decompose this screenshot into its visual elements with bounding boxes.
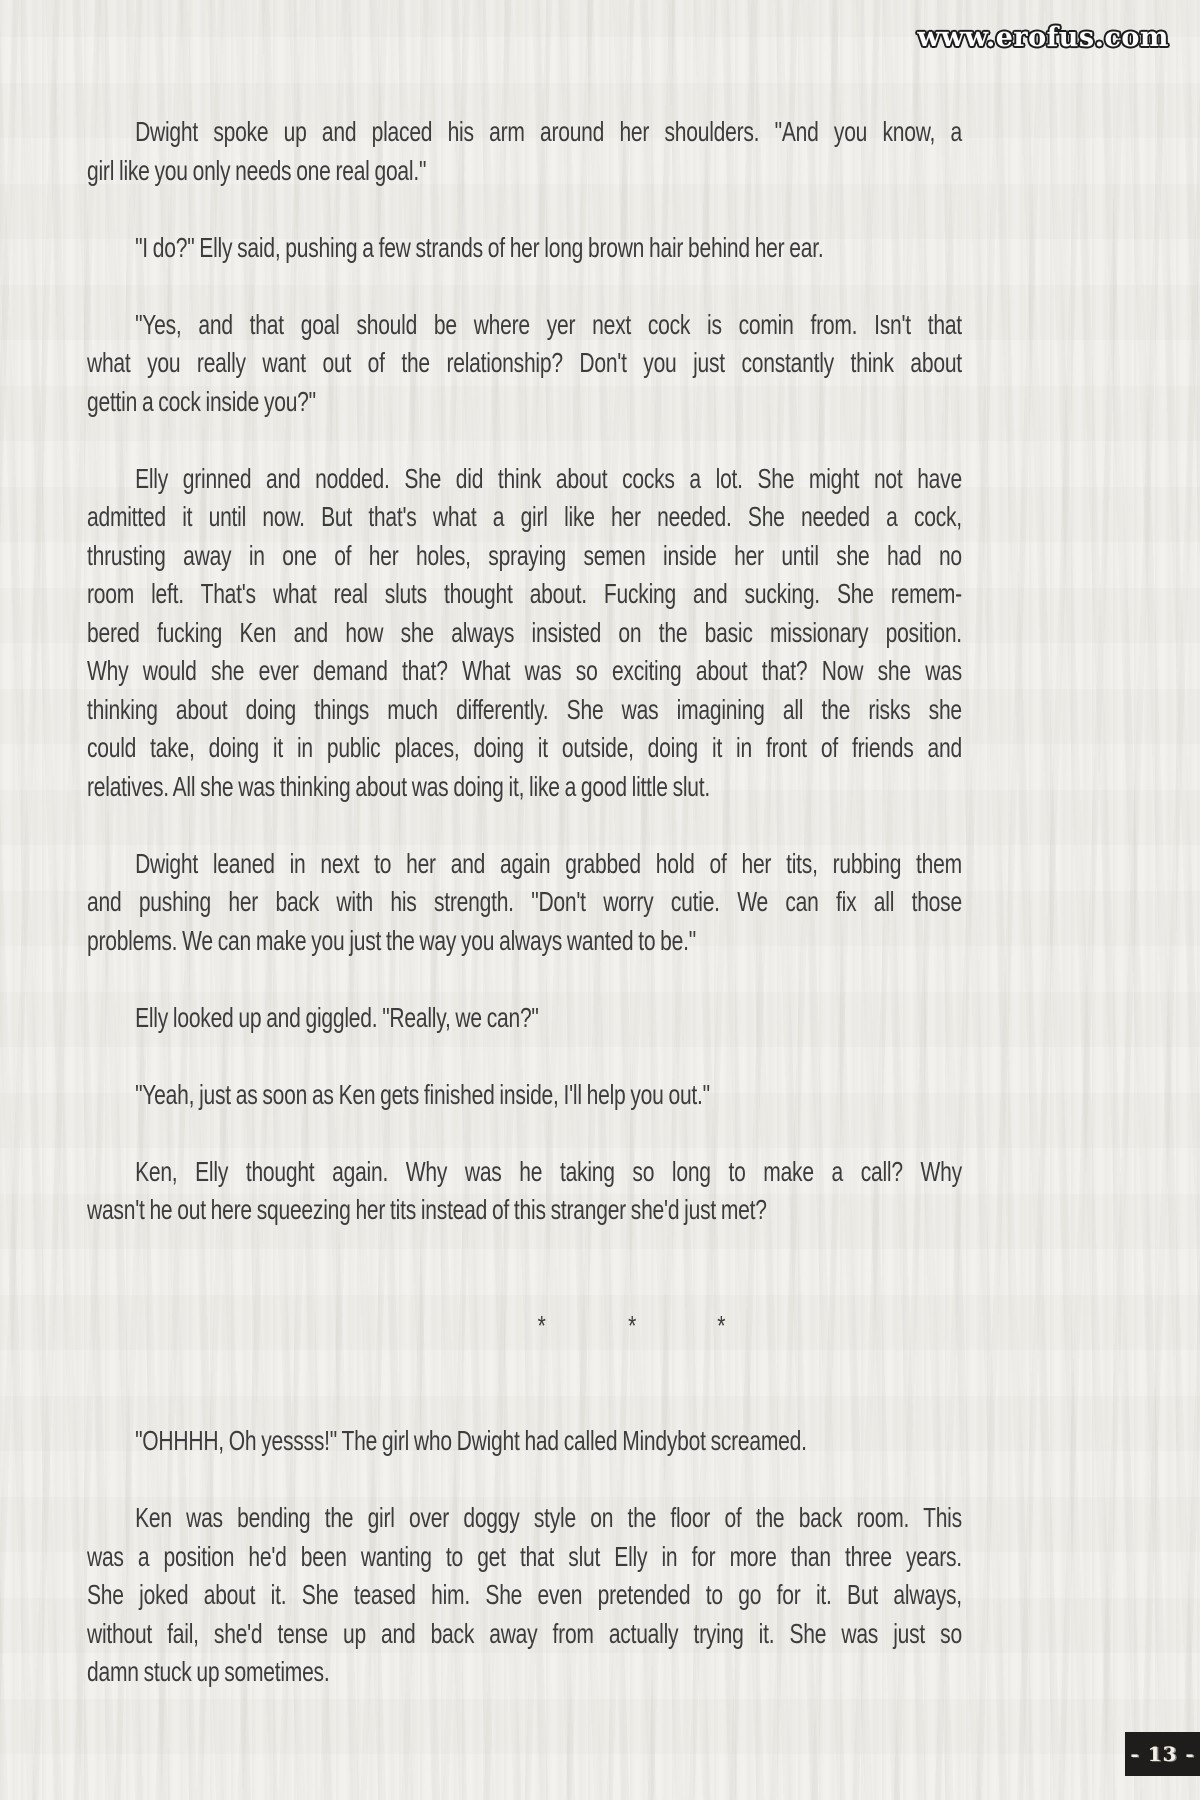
text-line: thrusting away in one of her holes, spraying semen inside her until she had no [87, 539, 962, 571]
paragraph [87, 1422, 962, 1461]
text-line: Ken, Elly thought again. Why was he taking so long to make a call? Why [135, 1155, 962, 1187]
text-line: Elly grinned and nodded. She did think about cocks a lot. She might not have [135, 462, 962, 494]
paragraph [87, 113, 962, 190]
text-line: what you really want out of the relationship? Don't you just constantly think about [87, 347, 962, 378]
paragraph [87, 999, 962, 1038]
text-line: Ken was bending the girl over doggy style on the floor of the back room. This [135, 1502, 962, 1533]
asterisk: * [717, 1309, 726, 1341]
text-line: Dwight leaned in next to her and again grabbed hold of her tits, rubbing them [135, 847, 962, 879]
paragraph [87, 306, 962, 422]
text-line: She joked about it. She teased him. She even pretended to go for it. But always, [87, 1579, 962, 1610]
text-line: "I do?" Elly said, pushing a few strands of her long brown hair behind her ear. [135, 231, 824, 263]
asterisk: * [628, 1309, 637, 1341]
text-line: problems. We can make you just the way you always wanted to be." [87, 924, 696, 956]
text-line: room left. That's what real sluts thought about. Fucking and sucking. She remem- [87, 578, 962, 609]
page-number-label: - 13 - [1130, 1742, 1195, 1766]
text-line: without fail, she'd tense up and back away from actually trying it. She was just so [87, 1617, 962, 1649]
text-line: thinking about doing things much differently. She was imagining all the risks she [87, 693, 962, 725]
scene-break-separator [87, 1307, 962, 1346]
text-line: gettin a cock inside you?" [87, 385, 316, 417]
text-line: Dwight spoke up and placed his arm around her shoulders. "And you know, a [135, 116, 962, 147]
paragraph [87, 1499, 962, 1692]
text-line: relatives. All she was thinking about was doing it, like a good little slut. [87, 770, 711, 802]
text-line: "OHHHH, Oh yessss!" The girl who Dwight had called Mindybot screamed. [135, 1425, 807, 1456]
story-text-column [87, 113, 962, 1692]
paragraph [87, 460, 962, 807]
text-line: bered fucking Ken and how she always insisted on the basic missionary position. [87, 616, 962, 648]
paragraph [87, 229, 962, 268]
page-number-plate [1125, 1732, 1200, 1776]
text-line: Why would she ever demand that? What was so exciting about that? Now she was [87, 655, 962, 686]
text-line: damn stuck up sometimes. [87, 1656, 330, 1687]
site-watermark: www.erofus.com [917, 22, 1169, 53]
text-line: "Yes, and that goal should be where yer next cock is comin from. Isn't that [135, 308, 962, 340]
text-line: wasn't he out here squeezing her tits instead of this stranger she'd just met? [87, 1194, 767, 1225]
text-line: admitted it until now. But that's what a girl like her needed. She needed a cock, [87, 501, 962, 532]
paragraph [87, 1153, 962, 1230]
text-line: "Yeah, just as soon as Ken gets finished inside, I'll help you out." [135, 1078, 710, 1110]
paragraph [87, 1076, 962, 1115]
text-line: could take, doing it in public places, doing it outside, doing it in front of friends and [87, 732, 962, 763]
asterisk: * [537, 1309, 546, 1341]
text-line: girl like you only needs one real goal." [87, 154, 427, 186]
text-line: Elly looked up and giggled. "Really, we can?" [135, 1001, 539, 1033]
text-line: and pushing her back with his strength. "Don't worry cutie. We can fix all those [87, 886, 962, 917]
text-line: was a position he'd been wanting to get that slut Elly in for more than three years. [87, 1540, 962, 1572]
paragraph [87, 845, 962, 961]
